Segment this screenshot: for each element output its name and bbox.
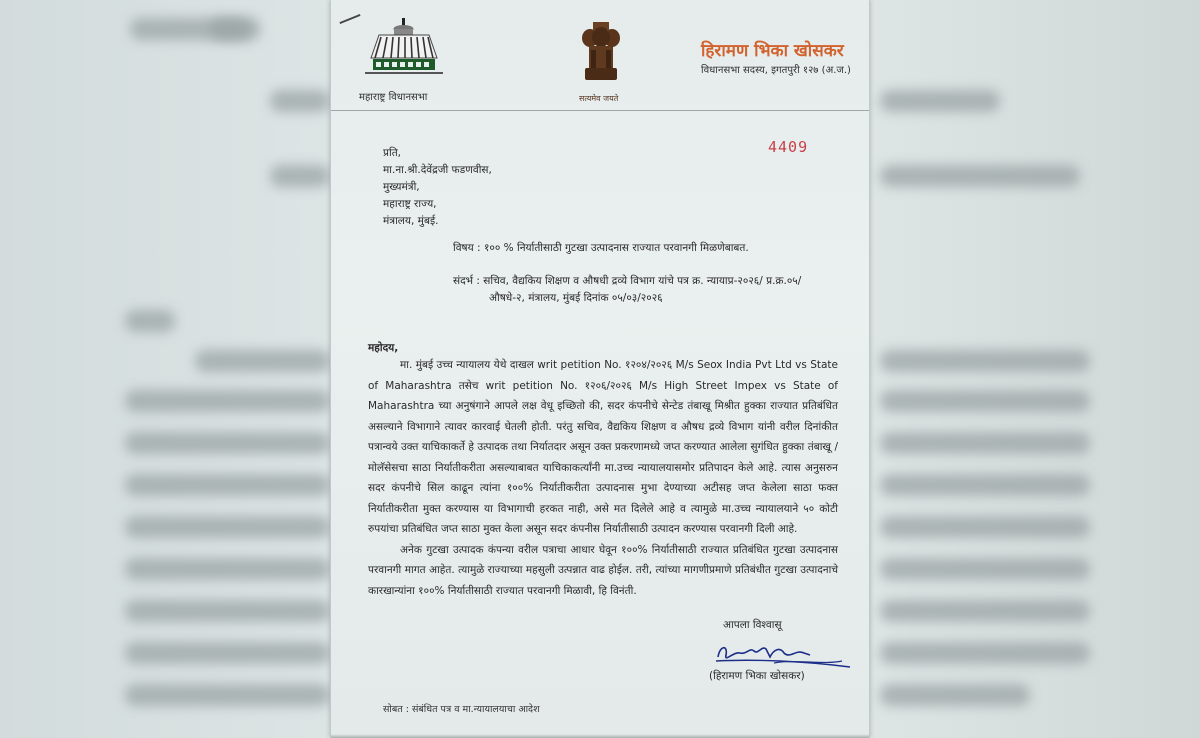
vidhan-bhavan-logo-icon	[363, 18, 445, 80]
mla-name: हिरामण भिका खोसकर	[701, 41, 844, 61]
recipient-prefix: प्रति,	[383, 147, 402, 159]
recipient-address	[383, 145, 492, 230]
page-edge	[331, 734, 869, 738]
reference-line-2: औषधे-२, मंत्रालय, मुंबई दिनांक ०५/०३/२०२६	[489, 292, 663, 304]
assembly-caption: महाराष्ट्र विधानसभा	[359, 92, 428, 103]
mla-designation: विधानसभा सदस्य, इगतपुरी १२७ (अ.ज.)	[701, 65, 851, 76]
letter-body	[368, 355, 838, 601]
body-paragraph-2: अनेक गुटखा उत्पादक कंपन्या वरील पत्राचा आधार घेवून १००% निर्यातीसाठी राज्यात प्रतिबंधित गुटखा उत्पादनास परवानगी मागत आहेत. त्यामुळे राज्याच्या महसुली उत्पन्नात वाढ होईल. तरी, त्यांच्या मागणीप्रमाणे प्रतिबंधीत गुटखा उत्पादनाचे कारखान्यांना १००% निर्यातीसाठी राज्यात परवानगी मिळावी, हि विनंती.	[368, 543, 838, 597]
subject-text: १०० % निर्यातीसाठी गुटखा उत्पादनास राज्यात परवानगी मिळणेबाबत.	[483, 242, 749, 254]
reference-label: संदर्भ :	[453, 275, 480, 287]
subject-label: विषय :	[453, 242, 481, 254]
recipient-designation: मुख्यमंत्री,	[383, 181, 420, 193]
signature-icon	[714, 637, 854, 673]
national-emblem-icon	[581, 20, 621, 90]
letter-page	[331, 0, 869, 738]
enclosure-note: सोबत : संबंधित पत्र व मा.न्यायालयाचा आदेश	[383, 704, 540, 715]
pen-mark	[339, 14, 360, 24]
reference-block	[453, 273, 843, 307]
letterhead	[331, 0, 869, 111]
emblem-motto: सत्यमेव जयते	[579, 94, 619, 103]
recipient-state: महाराष्ट्र राज्य,	[383, 198, 437, 210]
recipient-office: मंत्रालय, मुंबई.	[383, 215, 439, 227]
salutation: महोदय,	[368, 342, 399, 354]
body-paragraph-1: मा. मुंबई उच्च न्यायालय येथे दाखल writ petition No. १२०४/२०२६ M/s Seox India Pvt Ltd vs State of Maharashtra तसेच writ petition No. १२०६/२०२६ M/s High Street Impex vs State of Maharashtra च्या अनुषंगाने आपले लक्ष वेधू इच्छितो की, सदर कंपनीचे सेन्टेड तंबाखू मिश्रीत हुक्का राज्यात प्रतिबंधित असल्याने विभागाने त्यावर कारवाई घेतली होती. परंतु सचिव, वैद्यकिय शिक्षण व औषध द्रव्ये विभाग यांनी वरील दिनांकीत पत्रान्वये उक्त याचिकाकर्ते हे उत्पादक तथा निर्यातदार असून उक्त प्रकरणामध्ये जप्त करण्यात आलेला सुगंधित हुक्का तंबाखू / मोलॅसेसचा साठा निर्यातीकरीता असल्याबाबत याचिकाकर्त्यांनी मा.उच्च न्यायालयासमोर प्रतिपादन केले आहे. त्यास अनुसरुन सदर कंपनीचे सिल काढून त्यांना १००% निर्यातीकरीता उत्पादनास मुभा देण्याच्या अटीसह जप्त केलेला साठा फक्त निर्यातीकरीता मुक्त करण्यास या विभागाची हरकत नाही, असे मत दिलेले आहे व त्यामुळे मा.उच्च न्यायालयाने ५० कोटी रुपयांचा प्रतिबंधित जप्त साठा मुक्त केला असून सदर कंपनीस निर्यातीसाठी उत्पादन करण्यास परवानगी दिली आहे.	[368, 359, 838, 535]
signatory-name: (हिरामण भिका खोसकर)	[709, 670, 805, 682]
closing: आपला विश्वासू	[723, 619, 782, 631]
recipient-name: मा.ना.श्री.देवेंद्रजी फडणवीस,	[383, 164, 492, 176]
reference-line-1: सचिव, वैद्यकिय शिक्षण व औषधी द्रव्ये विभाग यांचे पत्र क्र. न्यायाप्र-२०२६/ प्र.क्र.०५/	[483, 275, 802, 287]
reference-number-stamp: 4409	[768, 138, 809, 156]
subject-line	[453, 241, 749, 255]
